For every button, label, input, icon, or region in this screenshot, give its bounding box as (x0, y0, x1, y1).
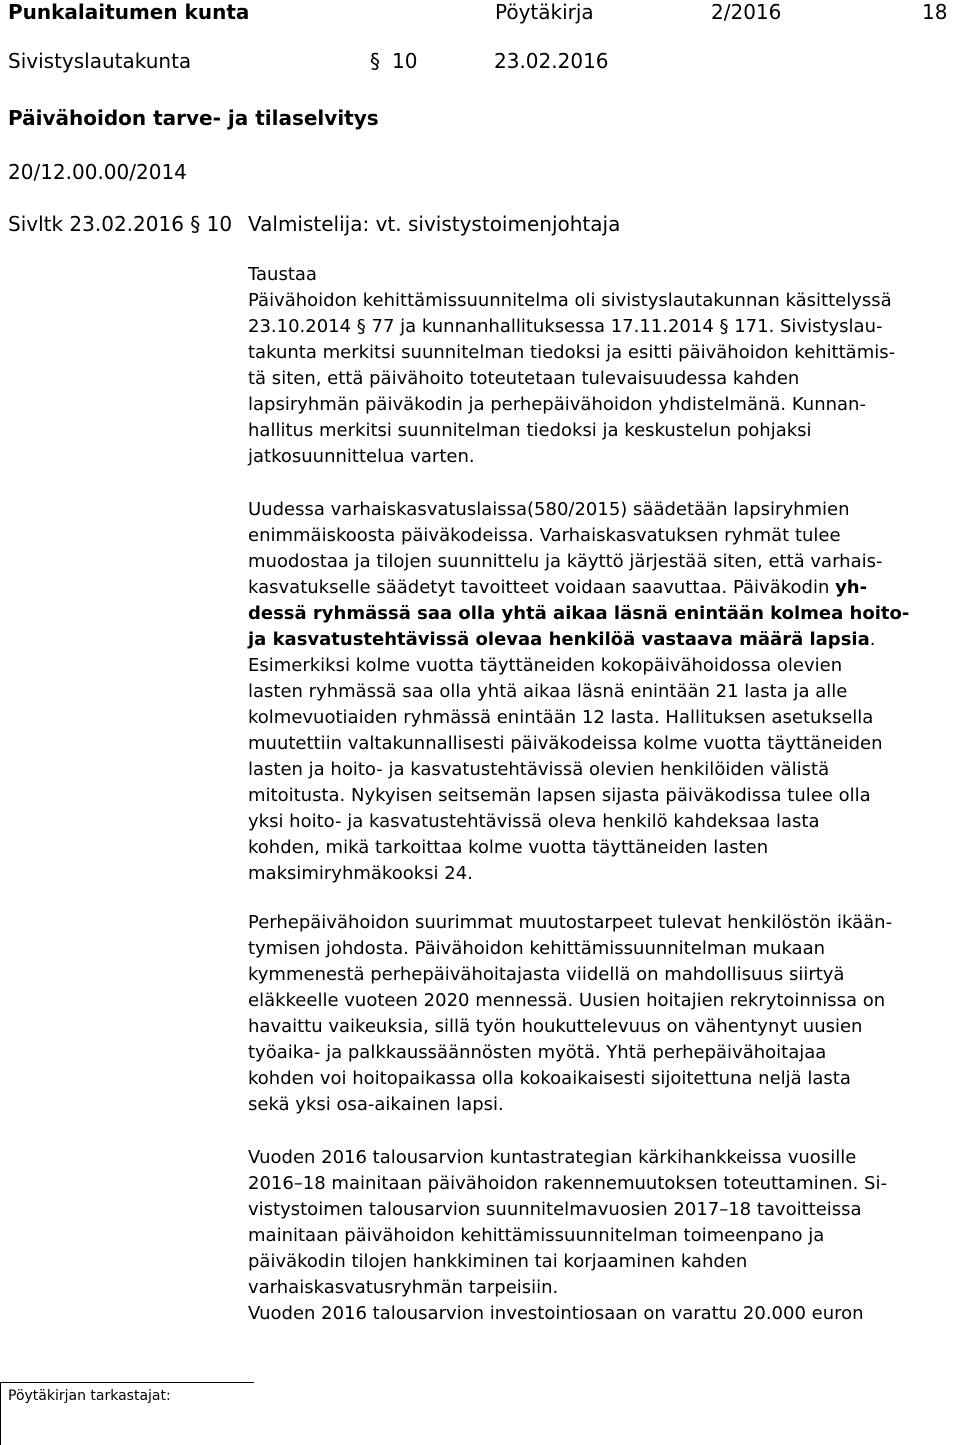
section-number: 10 (206, 212, 233, 236)
text-line: varhaiskasvatusryhmän tarpeisiin. (248, 1277, 559, 1298)
paragraph-1 (248, 288, 938, 470)
section-sign: § (370, 49, 380, 73)
footer-border-left (0, 1382, 1, 1445)
text-line: havaittu vaikeuksia, sillä työn houkuttelevuus on vähentynyt uusien (248, 1016, 863, 1037)
text-line: maksimiryhmäkooksi 24. (248, 863, 473, 884)
board-name: Sivistyslautakunta (8, 49, 192, 73)
text-line: Vuoden 2016 talousarvion investointiosaan on varattu 20.000 euron (248, 1303, 864, 1324)
paragraph-4 (248, 1145, 938, 1327)
text-line: Uudessa varhaiskasvatuslaissa(580/2015) säädetään lapsiryhmien (248, 499, 850, 520)
paragraph-2 (248, 497, 938, 887)
text-line: takunta merkitsi suunnitelman tiedoksi ja esitti päivähoidon kehittämis- (248, 342, 896, 363)
meeting-reference-text: Sivltk 23.02.2016 (8, 212, 184, 236)
text-segment: kasvatukselle säädetyt tavoitteet voidaan saavuttaa. Päiväkodin (248, 577, 836, 598)
text-line: jatkosuunnittelua varten. (248, 446, 475, 467)
page-title: Päivähoidon tarve- ja tilaselvitys (8, 106, 379, 130)
text-line: hallitus merkitsi suunnitelman tiedoksi ja keskustelun pohjaksi (248, 420, 812, 441)
text-line: Päivähoidon kehittämissuunnitelma oli sivistyslautakunnan käsittelyssä (248, 290, 892, 311)
section-heading-background: Taustaa (248, 264, 317, 285)
text-line: sekä yksi osa-aikainen lapsi. (248, 1094, 504, 1115)
section-sign: § (190, 212, 201, 236)
text-line: tymisen johdosta. Päivähoidon kehittämissuunnitelman mukaan (248, 938, 826, 959)
text-line: yksi hoito- ja kasvatustehtävissä oleva henkilö kahdeksaa lasta (248, 811, 820, 832)
document-number: 2/2016 (711, 0, 782, 24)
text-line (248, 627, 938, 653)
document-type: Pöytäkirja (495, 0, 594, 24)
text-line: Esimerkiksi kolme vuotta täyttäneiden kokopäivähoidossa olevien (248, 655, 843, 676)
text-line: lasten ja hoito- ja kasvatustehtävissä olevien henkilöiden välistä (248, 759, 830, 780)
emphasis-text: ja kasvatustehtävissä olevaa henkilöä vastaava määrä lapsia (248, 629, 870, 650)
organization-name: Punkalaitumen kunta (8, 0, 250, 24)
text-line (248, 601, 938, 627)
text-line: työaika- ja palkkaussäännösten myötä. Yhtä perhepäivähoitajaa (248, 1042, 827, 1063)
reference-number: 20/12.00.00/2014 (8, 160, 187, 184)
text-line: 2016–18 mainitaan päivähoidon rakennemuutoksen toteuttaminen. Si- (248, 1173, 887, 1194)
section-number: 10 (392, 49, 418, 73)
text-line: kolmevuotiaiden ryhmässä enintään 12 lasta. Hallituksen asetuksella (248, 707, 874, 728)
page-number: 18 (922, 0, 948, 24)
text-line: Perhepäivähoidon suurimmat muutostarpeet tulevat henkilöstön ikään- (248, 912, 893, 933)
emphasis-text: yh- (835, 577, 868, 598)
text-line: enimmäiskoosta päiväkodeissa. Varhaiskasvatuksen ryhmät tulee (248, 525, 841, 546)
meeting-reference (8, 212, 232, 236)
text-line: päiväkodin tilojen hankkiminen tai korjaaminen kahden (248, 1251, 748, 1272)
text-line: kohden, mikä tarkoittaa kolme vuotta täyttäneiden lasten (248, 837, 769, 858)
reviewers-label: Pöytäkirjan tarkastajat: (8, 1388, 171, 1404)
text-line: tä siten, että päivähoito toteutetaan tulevaisuudessa kahden (248, 368, 800, 389)
meeting-date: 23.02.2016 (494, 49, 609, 73)
footer-border-top (0, 1382, 254, 1383)
text-line: lasten ryhmässä saa olla yhtä aikaa läsnä enintään 21 lasta ja alle (248, 681, 848, 702)
text-line: mitoitusta. Nykyisen seitsemän lapsen sijasta päiväkodissa tulee olla (248, 785, 871, 806)
emphasis-text: dessä ryhmässä saa olla yhtä aikaa läsnä enintään kolmea hoito- (248, 603, 910, 624)
text-line: 23.10.2014 § 77 ja kunnanhallituksessa 17.11.2014 § 171. Sivistyslau- (248, 316, 883, 337)
text-line: kohden voi hoitopaikassa olla kokoaikaisesti sijoitettuna neljä lasta (248, 1068, 851, 1089)
text-line: muutettiin valtakunnallisesti päiväkodeissa kolme vuotta täyttäneiden (248, 733, 883, 754)
text-line: muodostaa ja tilojen suunnittelu ja käyttö järjestää siten, että varhais- (248, 551, 883, 572)
text-line: mainitaan päivähoidon kehittämissuunnitelman toimeenpano ja (248, 1225, 825, 1246)
text-segment: . (869, 629, 876, 650)
text-line (248, 575, 938, 601)
paragraph-3 (248, 910, 938, 1118)
text-line: kymmenestä perhepäivähoitajasta viidellä on mahdollisuus siirtyä (248, 964, 845, 985)
text-line: lapsiryhmän päiväkodin ja perhepäivähoidon yhdistelmänä. Kunnan- (248, 394, 866, 415)
text-line: Vuoden 2016 talousarvion kuntastrategian kärkihankkeissa vuosille (248, 1147, 857, 1168)
text-line: vistystoimen talousarvion suunnitelmavuosien 2017–18 tavoitteissa (248, 1199, 862, 1220)
text-line: eläkkeelle vuoteen 2020 mennessä. Uusien hoitajien rekrytoinnissa on (248, 990, 886, 1011)
preparer: Valmistelija: vt. sivistystoimenjohtaja (248, 212, 621, 236)
